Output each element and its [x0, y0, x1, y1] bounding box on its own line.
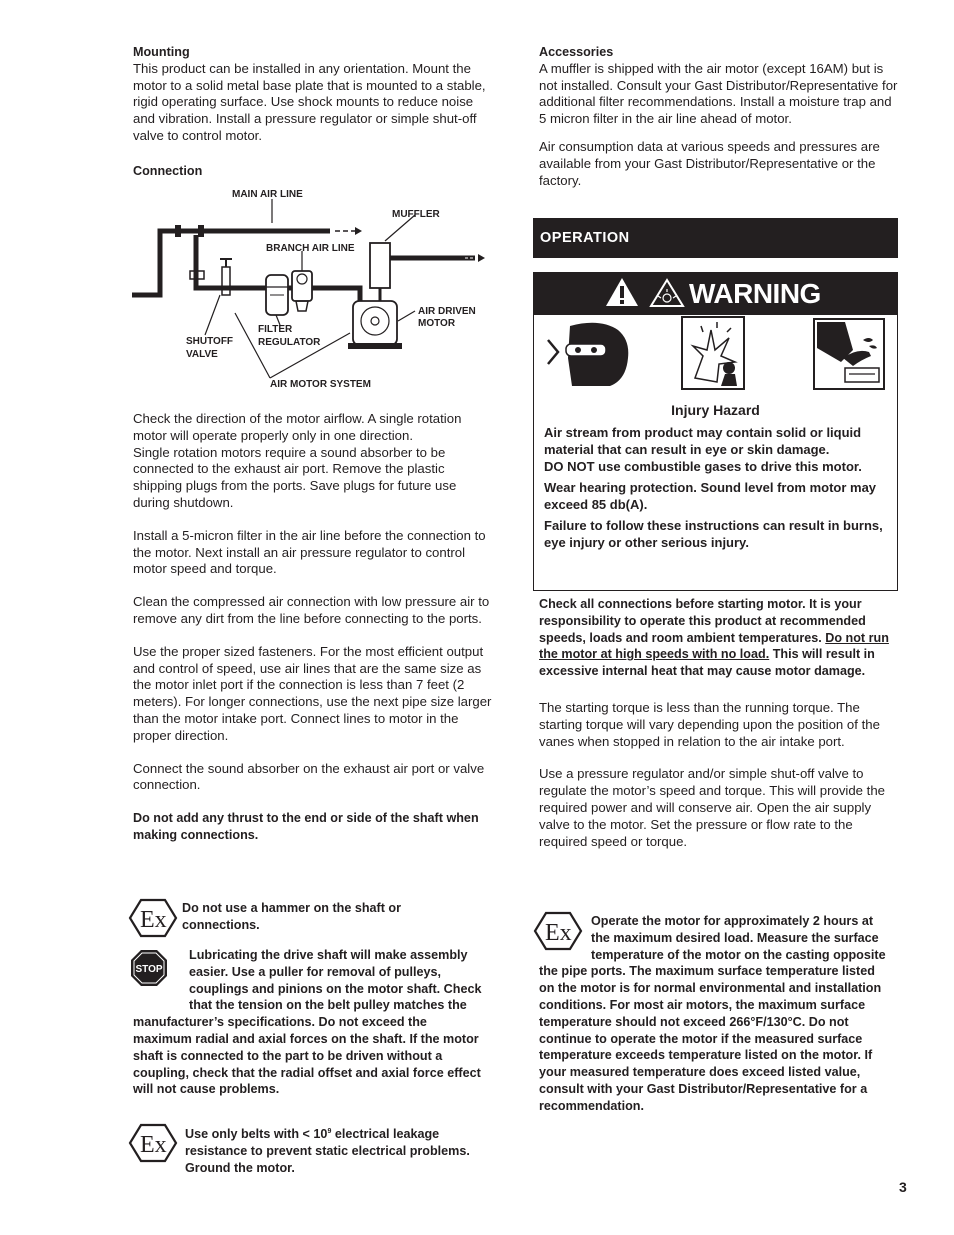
hazard-list [544, 424, 894, 551]
face-shield-icon [540, 318, 632, 390]
warning-label: WARNING [689, 278, 821, 309]
check-text-b: This will result in excessive internal heat that may cause motor damage. [539, 647, 875, 679]
explosion-burn-icon [681, 316, 745, 390]
warning-triangle-icon [604, 276, 640, 308]
check-connections-paragraph [539, 596, 899, 680]
operation-heading-bar [533, 218, 898, 258]
label-filter: FILTER [258, 324, 293, 335]
consumption-paragraph: Air consumption data at various speeds and pressures are available from your Gast Distributor/Representative or the factory. [539, 138, 880, 188]
left-column [133, 44, 493, 180]
page-number: 3 [899, 1179, 907, 1195]
lubricating-warning [133, 947, 488, 1098]
operate-temperature-paragraph [539, 913, 891, 1115]
hazard-line-3: Wear hearing protection. Sound level from motor may exceed 85 db(A). [544, 480, 877, 512]
label-shutoff: SHUTOFF [186, 336, 234, 347]
label-branch-air-line: BRANCH AIR LINE [266, 243, 355, 254]
connection-heading: Connection [133, 163, 203, 178]
right-column-body [539, 596, 899, 850]
right-column [539, 44, 899, 189]
air-motor-system-diagram [130, 183, 495, 393]
belts-exponent: 9 [327, 1128, 332, 1135]
operate-text: Operate the motor for approximately 2 hours at the maximum desired load. Measure the surface temperature of the motor on the casting opposite the pipe ports. The maximum surface temperature listed on the motor is for normal environmental and installation conditions. For most air motors, the maximum surface temperature should not exceed 266°F/130°C. Do not continue to operate the motor if the measured surface temperature exceeds temperature listed on the motor. If your measured temperature does exceed listed value, consult with your Gast Distributor/Representative for a recommendation. [539, 914, 886, 1113]
starting-torque-paragraph: The starting torque is less than the running torque. The starting torque will vary depending upon the position of the vanes when stopped in relation to the air intake port. [539, 699, 880, 749]
fasteners-paragraph: Use the proper sized fasteners. For the most efficient output and control of speed, use air lines that are the same size as the motor inlet port if the connection is less than 7 feet (2 meters). For longer connections, use the next pipe size larger than the motor intake port. Connect lines to motor in the proper direction. [133, 643, 492, 743]
muffler-paragraph: A muffler is shipped with the air motor (except 16AM) but is not installed. Consult your Gast Distributor/Representative for additional filter recommendations. Install a moisture trap and 5 micron filter in the air line ahead of motor. [539, 60, 898, 127]
ex-explosion-icon [128, 1122, 178, 1164]
operation-heading: OPERATION [540, 230, 630, 246]
label-valve: VALVE [186, 349, 218, 360]
hand-injury-icon [813, 318, 885, 390]
mounting-text: This product can be installed in any orientation. Mount the motor to a solid metal base plate that is mounted to a stable, rigid operating surface. Use shock mounts to reduce noise and vibration. Install a pressure regulator or simple shut-off valve to control motor. [133, 60, 486, 143]
svg-text:Ex: Ex [140, 1132, 167, 1158]
hazard-line-1: Air stream from product may contain solid or liquid material that can result in eye or skin damage. [544, 425, 862, 457]
direction-paragraph: Check the direction of the motor airflow. A single rotation motor will operate properly only in one direction. [133, 411, 462, 443]
label-motor: MOTOR [418, 318, 456, 329]
clean-paragraph: Clean the compressed air connection with low pressure air to remove any dirt from the line before connecting to the ports. [133, 594, 490, 626]
single-rotation-paragraph: Single rotation motors require a sound absorber to be connected to the exhaust air port. Remove the plastic shipping plugs from the ports. Save plugs for future use during shutdown. [133, 444, 457, 510]
check-text-underlined: Do not run the motor at high speeds with no load. [539, 630, 889, 662]
hammer-warning: Do not use a hammer on the shaft or connections. [182, 901, 402, 932]
belts-warning [185, 1124, 490, 1177]
label-air-driven: AIR DRIVEN [418, 306, 476, 317]
pressure-regulator-paragraph: Use a pressure regulator and/or simple shut-off valve to regulate the motor’s speed and torque. This will provide the required power and will conserve air. Open the air supply valve to the motor. Set the pressure or flow rate to the required speed or torque. [539, 766, 886, 849]
label-regulator: REGULATOR [258, 337, 321, 348]
stop-label: STOP [135, 964, 163, 975]
svg-text:Ex: Ex [545, 920, 572, 946]
sound-absorber-paragraph: Connect the sound absorber on the exhaust air port or valve connection. [133, 760, 485, 793]
ex-explosion-icon [128, 897, 178, 939]
mounting-heading: Mounting [133, 45, 190, 59]
hazard-line-4: Failure to follow these instructions can result in burns, eye injury or other serious injury. [544, 518, 883, 550]
filter-paragraph: Install a 5-micron filter in the air line before the connection to the motor. Next install an air pressure regulator to control motor speed and torque. [133, 527, 486, 577]
injury-hazard-title: Injury Hazard [671, 402, 760, 418]
belts-text-b: electrical leakage resistance to prevent static electrical problems. Ground the motor. [185, 1127, 470, 1175]
label-muffler: MUFFLER [392, 209, 440, 220]
thrust-warning: Do not add any thrust to the end or side of the shaft when making connections. [133, 811, 479, 842]
label-main-air-line: MAIN AIR LINE [232, 189, 303, 200]
accessories-heading: Accessories [539, 45, 614, 59]
belts-text-a: Use only belts with < 10 [185, 1127, 328, 1142]
hazard-triangle-icon [649, 278, 685, 308]
hazard-line-2: DO NOT use combustible gases to drive this motor. [544, 459, 862, 474]
lubricating-text: Lubricating the drive shaft will make assembly easier. Use a puller for removal of pulleys, couplings and pinions on the motor shaft. Check that the tension on the belt pulley matches the manufacturer’s specifications. Do not exceed the maximum radial and axial forces on the shaft. If the motor shaft is connected to the part to be driven without a coupling, check that the radial offset and axial force effect will not cause problems. [133, 948, 482, 1097]
check-text-a: Check all connections before starting motor. It is your responsibility to operate this product at recommended speeds, loads and room ambient temperatures. [539, 597, 866, 645]
left-column-body [133, 411, 493, 844]
label-air-motor-system: AIR MOTOR SYSTEM [270, 379, 371, 390]
svg-text:Ex: Ex [140, 907, 167, 933]
